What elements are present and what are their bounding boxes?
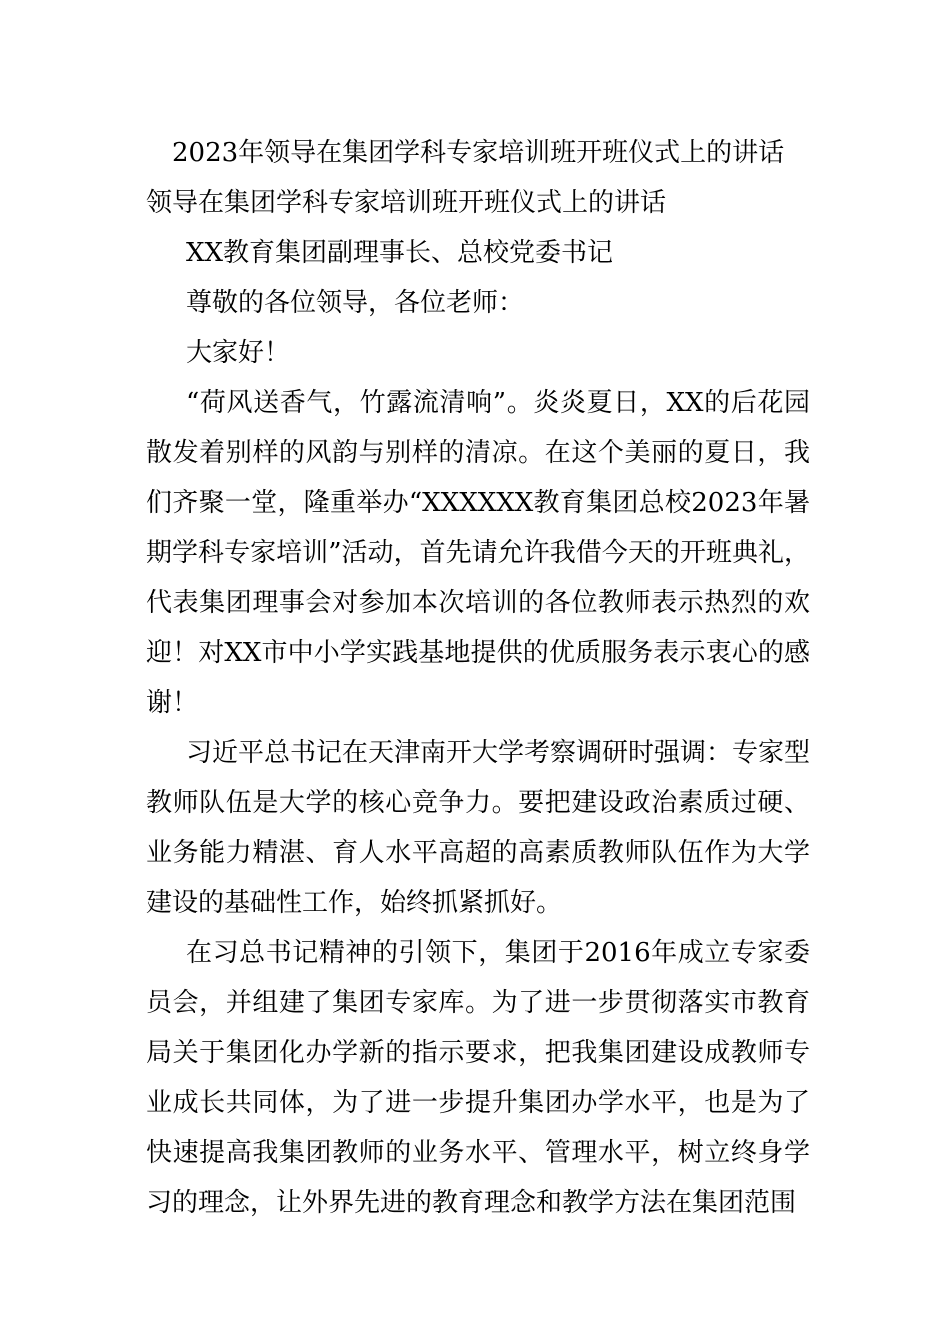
greeting-line: 大家好！ <box>186 338 291 368</box>
document-title: 2023年领导在集团学科专家培训班开班仪式上的讲话 <box>172 138 785 168</box>
document-body <box>146 128 810 1228</box>
paragraph-quote: 习近平总书记在天津南开大学考察调研时强调：专家型教师队伍是大学的核心竞争力。要把建设政治素质过硬、业务能力精湛、育人水平高超的高素质教师队伍作为大学建设的基础性工作，始终抓紧抓好。 <box>146 738 811 918</box>
document-subtitle: 领导在集团学科专家培训班开班仪式上的讲话 <box>146 188 667 218</box>
salutation-line: 尊敬的各位领导，各位老师： <box>186 288 525 318</box>
paragraph-opening: “荷风送香气，竹露流清响”。炎炎夏日，XX的后花园散发着别样的风韵与别样的清凉。在这个美丽的夏日，我们齐聚一堂，隆重举办“XXXXXX教育集团总校2023年暑期学科专家培训”活动，首先请允许我借今天的开班典礼，代表集团理事会对参加本次培训的各位教师表示热烈的欢迎！对XX市中小学实践基地提供的优质服务表示衷心的感谢！ <box>146 388 810 718</box>
speaker-line: XX教育集团副理事长、总校党委书记 <box>186 238 614 268</box>
paragraph-expert-committee: 在习总书记精神的引领下，集团于2016年成立专家委员会，并组建了集团专家库。为了进一步贯彻落实市教育局关于集团化办学新的指示要求，把我集团建设成教师专业成长共同体，为了进一步提升集团办学水平，也是为了快速提高我集团教师的业务水平、管理水平，树立终身学习的理念，让外界先进的教育理念和教学方法在集团范围 <box>146 938 810 1218</box>
